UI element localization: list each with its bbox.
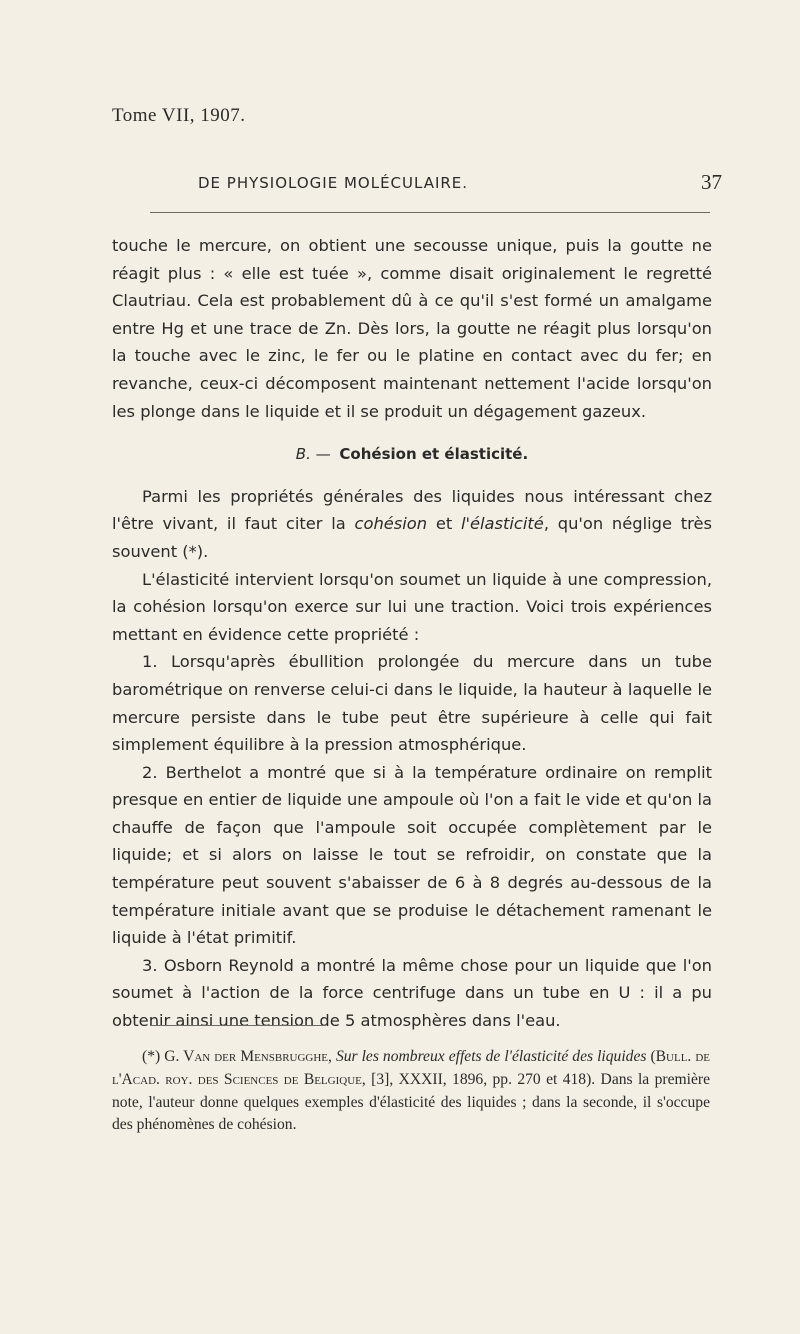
experiment-item-2: 2. Berthelot a montré que si à la température ordinaire on remplit presque en entier de liquide une ampoule où l'on a fait le vide et qu'on la chauffe de façon que l'ampoule soit occupée complètement par le liquide; et si alors on laisse le tout se refroidir, on constate que la température peut souvent s'abaisser de 6 à 8 degrés au-dessous de la température initiale avant que se produise le détachement ramenant le liquide à l'état primitif. xyxy=(112,762,712,948)
section-separator: — xyxy=(315,445,331,464)
running-head: DE PHYSIOLOGIE MOLÉCULAIRE. xyxy=(198,174,469,192)
footnote-rest: [3], XXXII, 1896, pp. 270 et 418). Dans la première note, l'auteur donne quelques exemples d'élasticité des liquides ; dans la seconde, il s'occupe des phénomènes de cohésion. xyxy=(112,1070,710,1134)
volume-label: Tome VII, 1907. xyxy=(112,105,246,126)
section-letter: B. xyxy=(295,445,311,464)
footnote xyxy=(112,1046,710,1137)
footnote-source: (Bull. de l'Acad. roy. des Sciences de Belgique, xyxy=(112,1048,710,1088)
paragraph-continuation: touche le mercure, on obtient une secousse unique, puis la goutte ne réagit plus : « elle est tuée », comme disait originalement le regretté Clautriau. Cela est probablement dû à ce qu'il s'est formé un amalgame entre Hg et une trace de Zn. Dès lors, la goutte ne réagit plus lorsqu'on la touche avec le zinc, le fer ou le platine en contact avec du fer; en revanche, ceux-ci décomposent maintenant nettement l'acide lorsqu'on les plonge dans le liquide et il se produit un dégagement gazeux. xyxy=(112,236,712,421)
header-rule xyxy=(150,212,710,213)
experiment-item-3: 3. Osborn Reynold a montré la même chose pour un liquide que l'on soumet à l'action de la force centrifuge dans un tube en U : il a pu obtenir ainsi une tension de 5 atmosphères dans l'eau. xyxy=(112,955,712,1031)
section-title: Cohésion et élasticité. xyxy=(339,445,529,464)
paragraph-elasticity: L'élasticité intervient lorsqu'on soumet un liquide à une compression, la cohésion lorsqu'on exerce sur lui une traction. Voici trois expériences mettant en évidence cette propriété : xyxy=(112,569,712,644)
main-text xyxy=(112,232,712,1035)
term-elasticite: l'élasticité xyxy=(461,514,544,534)
footnote-rule xyxy=(150,1025,325,1026)
term-cohesion: cohésion xyxy=(354,514,428,534)
footnote-author: G. Van der Mensbrugghe, xyxy=(164,1048,332,1065)
experiment-item-1: 1. Lorsqu'après ébullition prolongée du mercure dans un tube barométrique on renverse celui-ci dans le liquide, la hauteur à laquelle le mercure persiste dans le tube peut être supérieure à celle qui fait simplement équilibre à la pression atmosphérique. xyxy=(112,652,712,755)
paragraph-properties: Parmi les propriétés générales des liquides nous intéressant chez l'être vivant, il faut citer la cohésion et l'élasticité, qu'on néglige très souvent (*). xyxy=(112,486,712,561)
footnote-marker: (*) xyxy=(142,1048,165,1065)
section-heading xyxy=(112,441,712,469)
page-number: 37 xyxy=(701,170,722,194)
footnote-title: Sur les nombreux effets de l'élasticité des liquides xyxy=(335,1048,647,1065)
